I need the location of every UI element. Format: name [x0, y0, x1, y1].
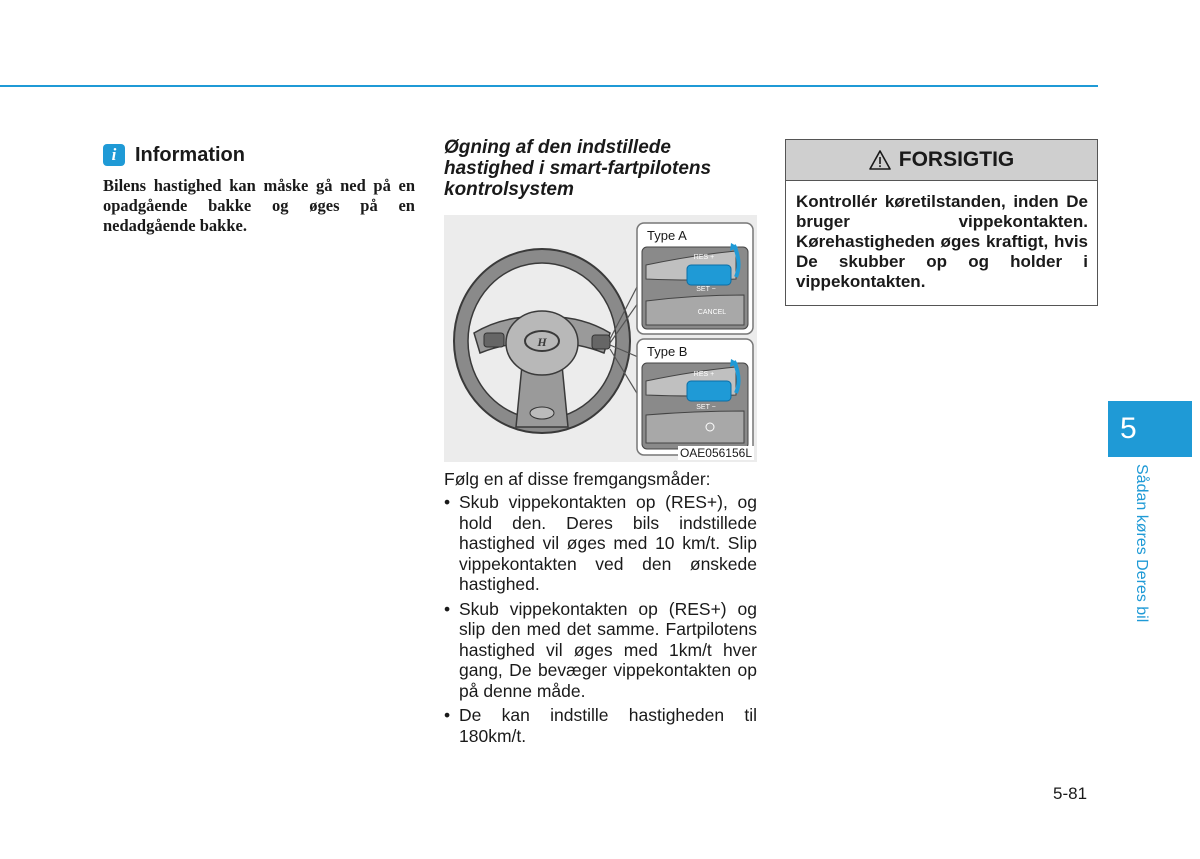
type-b-res-label: RES + [693, 371, 715, 378]
type-a-label: Type A [647, 228, 687, 243]
type-b-label: Type B [647, 344, 688, 359]
caution-box [785, 139, 1098, 306]
caution-header [786, 140, 1097, 181]
type-a-set-label: SET − [696, 286, 716, 293]
top-rule [0, 85, 1098, 87]
procedure-list [444, 492, 757, 750]
steering-wheel-illustration [444, 215, 757, 462]
information-title: Information [135, 143, 245, 166]
chapter-tab: 5 [1108, 401, 1192, 457]
svg-text:H: H [537, 335, 547, 349]
caution-body: Kontrollér køretilstanden, inden De bruger vippekontakten. Kørehastigheden øges kraftigt, hvis De skubber op og holder i vippekontakten. [796, 192, 1088, 291]
list-item: • De kan indstille hastigheden til 180km/t. [444, 705, 757, 746]
section-heading [444, 137, 757, 200]
type-b-set-label: SET − [696, 404, 716, 411]
information-header [103, 142, 415, 168]
list-item: • Skub vippekontakten op (RES+), og hold den. Deres bils indstillede hastighed vil øges med 10 km/t. Slip vippekontakten ved den ønskede hastighed. [444, 492, 757, 595]
warning-triangle-icon [869, 150, 891, 170]
info-icon: i [103, 144, 125, 166]
section-title-line-2: hastighed i smart-fartpilotens [444, 158, 712, 179]
procedure-intro: Følg en af disse fremgangsmåder: [444, 469, 711, 489]
steering-wheel-icon [454, 249, 630, 433]
figure-caption: OAE056156L [679, 446, 752, 460]
steering-wheel-drawing [444, 215, 757, 462]
chapter-label-text: Sådan køres Deres bil [1133, 464, 1150, 623]
information-body: Bilens hastighed kan måske gå ned på en opadgående bakke og øges på en nedadgående bakke. [103, 176, 415, 235]
page-number: 5-81 [1053, 784, 1088, 803]
list-item: • Skub vippekontakten op (RES+) og slip den med det samme. Fartpilotens hastighed vil øges med 1km/t hver gang, De bevæger vippekontakten op på denne måde. [444, 599, 757, 702]
caution-title: FORSIGTIG [898, 148, 1015, 171]
type-a-cancel-label: CANCEL [697, 309, 727, 316]
information-box [103, 142, 415, 236]
type-a-res-label: RES + [693, 254, 715, 261]
section-title-line-3: kontrolsystem [444, 179, 574, 200]
chapter-side-label [1130, 464, 1152, 640]
section-title-line-1: Øgning af den indstillede [444, 137, 671, 158]
